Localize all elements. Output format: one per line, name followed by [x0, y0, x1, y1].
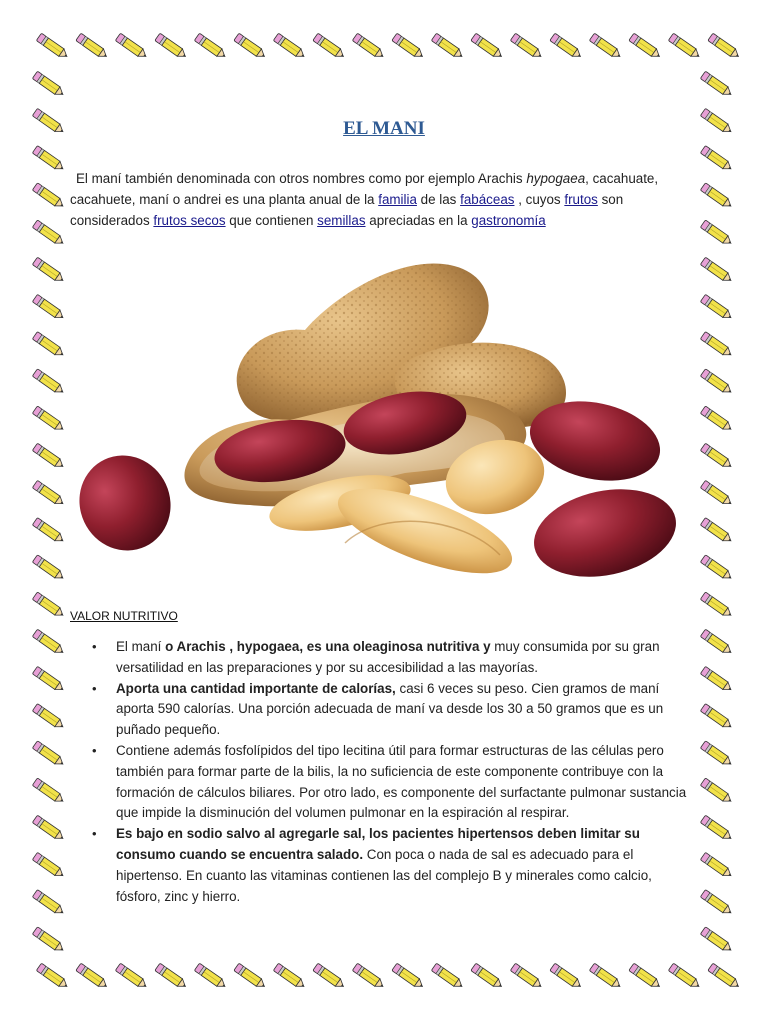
pencil-icon	[700, 146, 734, 173]
pencil-icon	[700, 108, 734, 135]
section-title-valor-nutritivo: VALOR NUTRITIVO	[70, 609, 178, 623]
pencil-icon	[234, 33, 268, 60]
pencil-icon	[32, 108, 66, 135]
nutrition-list	[70, 637, 698, 907]
pencil-icon	[352, 963, 386, 990]
pencil-icon	[32, 852, 66, 879]
intro-text: , cuyos	[514, 192, 565, 207]
pencil-icon	[700, 592, 734, 619]
bullet-glyph: •	[92, 680, 97, 696]
pencil-icon	[431, 33, 465, 60]
list-item-text: Con poca o nada de sal es adecuado para el hipertenso. En cuanto las vitaminas contienen las del complejo B y minerales como calcio, fósforo, zinc y hierro.	[116, 846, 652, 904]
pencil-icon	[629, 33, 663, 60]
pencil-icon	[700, 480, 734, 507]
list-item-text: Contiene además fosfolípidos del tipo lecitina útil para formar estructuras de las células pero también para formar parte de la bilis, la no suficiencia de este componente contribuye con la formación de cálculos biliares. Por otro lado, es componente del surfactante pulmonar sustancia que impide la disminución del volumen pulmonar en la espiración al respirar.	[116, 742, 687, 821]
pencil-icon	[155, 33, 189, 60]
pencil-icon	[471, 33, 505, 60]
pencil-icon	[32, 257, 66, 284]
pencil-icon	[32, 406, 66, 433]
pencil-icon	[700, 815, 734, 842]
pencil-icon	[32, 220, 66, 247]
pencil-icon	[234, 963, 268, 990]
pencil-icon	[700, 518, 734, 545]
pencil-icon	[115, 33, 149, 60]
intro-text: son considerados	[70, 192, 624, 228]
document-page	[70, 100, 698, 907]
pencil-icon	[32, 443, 66, 470]
pencil-icon	[668, 33, 702, 60]
pencil-icon	[589, 33, 623, 60]
peanut-photo	[70, 255, 690, 601]
pencil-icon	[550, 33, 584, 60]
pencil-icon	[510, 33, 544, 60]
pencil-icon	[32, 927, 66, 954]
pencil-icon	[700, 406, 734, 433]
list-item-text: El maní	[116, 639, 166, 654]
pencil-icon	[510, 963, 544, 990]
pencil-icon	[700, 71, 734, 98]
pencil-icon	[700, 443, 734, 470]
pencil-icon	[700, 555, 734, 582]
pencil-icon	[32, 480, 66, 507]
list-item-bold-text: o Arachis , hypogaea, es una oleaginosa nutritiva y	[165, 639, 491, 654]
pencil-icon	[32, 704, 66, 731]
bullet-glyph: •	[92, 742, 97, 758]
pencil-icon	[32, 183, 66, 210]
page-title: EL MANI	[343, 118, 425, 139]
pencil-icon	[708, 33, 742, 60]
peanut-kernel-red	[70, 440, 186, 565]
intro-text: , cacahuate, cacahuete, maní o andrei es una planta anual de la	[70, 171, 659, 207]
pencil-icon	[392, 963, 426, 990]
list-item-bold-text: Es bajo en sodio salvo al agregarle sal, los pacientes hipertensos deben limitar su consumo cuando se encuentra salado.	[116, 826, 640, 862]
list-item-text: muy consumida por su gran versatilidad en las preparaciones y por su accesibilidad a las mayorías.	[116, 639, 660, 675]
pencil-icon	[700, 294, 734, 321]
pencil-icon	[32, 890, 66, 917]
pencil-icon	[700, 332, 734, 359]
list-item	[92, 637, 698, 679]
pencil-icon	[700, 629, 734, 656]
pencil-icon	[194, 963, 228, 990]
list-item-bold-text: Aporta una cantidad importante de calorías,	[116, 680, 396, 696]
intro-text: que contienen	[225, 213, 318, 228]
pencil-icon	[700, 257, 734, 284]
pencil-icon	[550, 963, 584, 990]
link-semillas[interactable]: semillas	[317, 213, 366, 228]
pencil-icon	[32, 332, 66, 359]
pencil-icon	[76, 33, 110, 60]
list-item	[92, 824, 698, 907]
pencil-icon	[32, 71, 66, 98]
pencil-icon	[700, 220, 734, 247]
intro-italic-text: hypogaea	[526, 171, 586, 186]
intro-paragraph	[70, 168, 698, 231]
pencil-icon	[700, 183, 734, 210]
pencil-icon	[32, 629, 66, 656]
pencil-icon	[700, 369, 734, 396]
pencil-icon	[392, 33, 426, 60]
bullet-glyph: •	[92, 639, 97, 654]
pencil-icon	[32, 666, 66, 693]
pencil-icon	[471, 963, 505, 990]
intro-text: El maní también denominada con otros nombres como por ejemplo Arachis	[76, 171, 527, 186]
pencil-icon	[32, 815, 66, 842]
pencil-icon	[700, 704, 734, 731]
pencil-icon	[32, 294, 66, 321]
pencil-icon	[700, 890, 734, 917]
link-gastronomia[interactable]: gastronomía	[471, 213, 546, 228]
pencil-icon	[708, 963, 742, 990]
list-item	[92, 741, 698, 824]
list-item-text: casi 6 veces su peso. Cien gramos de maní aporta 590 calorías. Una porción adecuada de maní va desde los 30 a 50 gramos que es un puñado pequeño.	[116, 680, 664, 738]
pencil-icon	[313, 963, 347, 990]
pencil-icon	[32, 555, 66, 582]
pencil-icon	[273, 33, 307, 60]
pencil-icon	[352, 33, 386, 60]
list-item	[92, 679, 698, 741]
pencil-icon	[32, 518, 66, 545]
pencil-icon	[194, 33, 228, 60]
pencil-icon	[115, 963, 149, 990]
pencil-icon	[700, 927, 734, 954]
pencil-icon	[589, 963, 623, 990]
pencil-icon	[36, 963, 70, 990]
link-frutos[interactable]: frutos	[564, 192, 598, 207]
pencil-icon	[668, 963, 702, 990]
link-familia[interactable]: familia	[378, 192, 417, 207]
pencil-icon	[629, 963, 663, 990]
pencil-icon	[700, 741, 734, 768]
pencil-icon	[32, 369, 66, 396]
pencil-icon	[32, 778, 66, 805]
pencil-icon	[700, 666, 734, 693]
pencil-icon	[700, 852, 734, 879]
bullet-glyph: •	[92, 826, 97, 842]
intro-text: apreciadas en la	[365, 213, 472, 228]
pencil-icon	[700, 778, 734, 805]
pencil-icon	[32, 146, 66, 173]
pencil-icon	[431, 963, 465, 990]
intro-text: de las	[416, 192, 461, 207]
pencil-icon	[32, 592, 66, 619]
link-frutos-secos[interactable]: frutos secos	[153, 213, 226, 228]
pencil-icon	[313, 33, 347, 60]
pencil-icon	[32, 741, 66, 768]
link-fabaceas[interactable]: fabáceas	[460, 192, 515, 207]
pencil-icon	[76, 963, 110, 990]
peanut-kernel-red	[526, 477, 684, 589]
pencil-icon	[36, 33, 70, 60]
pencil-icon	[273, 963, 307, 990]
pencil-icon	[155, 963, 189, 990]
